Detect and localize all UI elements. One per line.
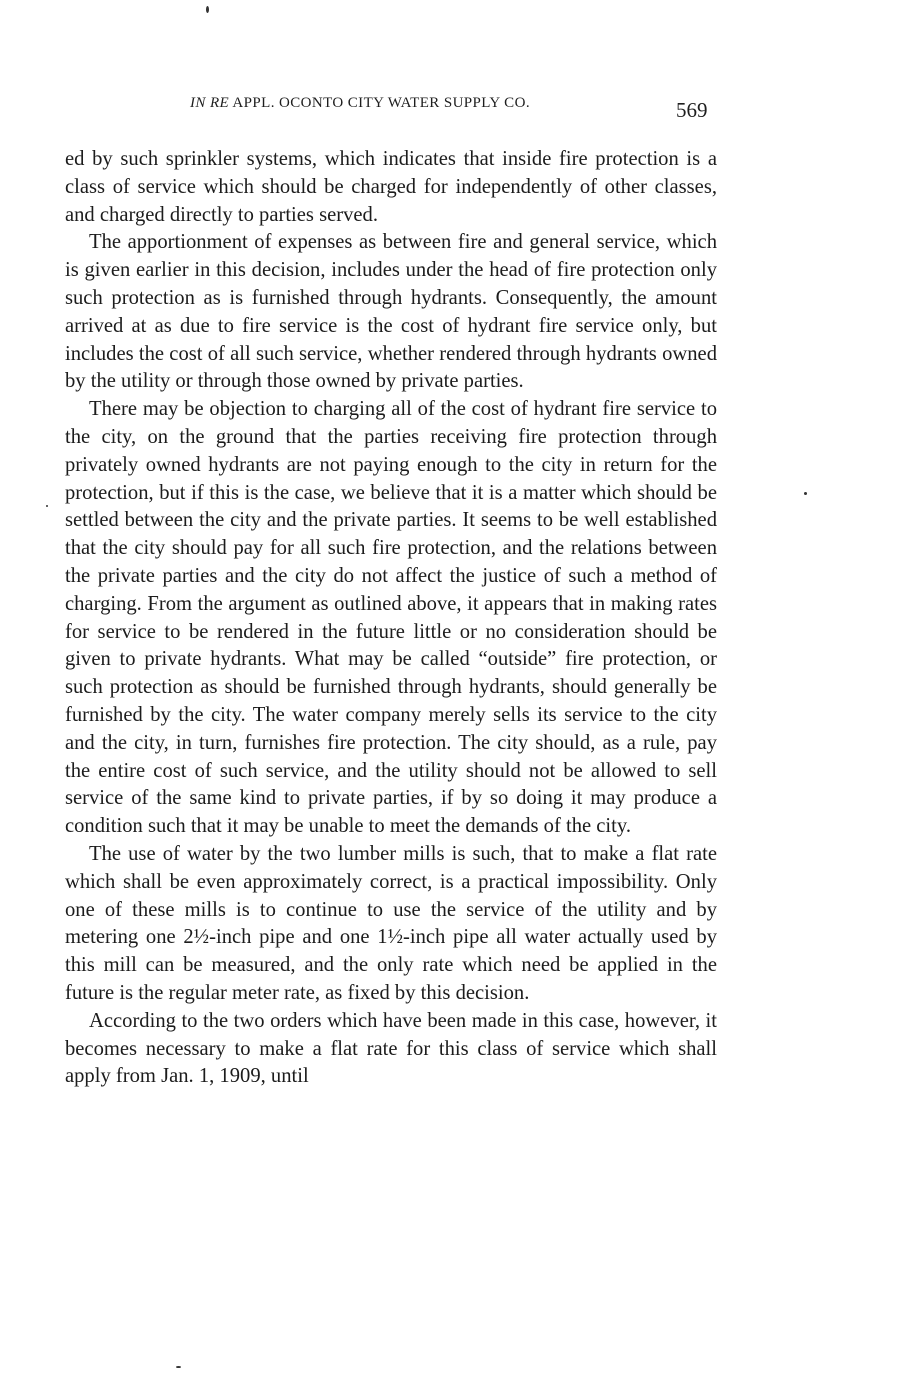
paragraph-apportionment: The apportionment of expenses as between fire and general service, which is given earlier in this decision, includes under the head of fire protection only such protection as is furnished through hydrants. Consequently, the amount arrived at as due to fire service is the cost of hydrant fire service only, but includes the cost of all such service, whether rendered through hydrants owned by the utility or through those owned by private parties. (65, 231, 717, 393)
paragraph-objection: There may be objection to charging all of the cost of hydrant fire service to the city, on the ground that the parties receiving fire protection through privately owned hydrants are not paying enough to the city in return for the protection, but if this is the case, we believe that it is a matter which should be settled between the city and the private parties. It seems to be well established that the city should pay for all such fire protection, and the relations between the private parties and the city do not affect the justice of such a method of charging. From the argument as outlined above, it appears that in making rates for service to be rendered in the future little or no consideration should be given to private hydrants. What may be called “outside” fire protection, or such protection as should be furnished through hydrants, should generally be furnished by the city. The water company merely sells its service to the city and the city, in turn, furnishes fire protection. The city should, as a rule, pay the entire cost of such service, and the utility should not be allowed to sell service of the same kind to private parties, if by so doing it may produce a condition such that it may be unable to meet the demands of the city. (65, 398, 717, 838)
scan-speck (206, 6, 209, 13)
body-text (65, 146, 717, 1091)
paragraph-lumber-mills: The use of water by the two lumber mills is such, that to make a flat rate which shall be even approximately correct, is a practical impossibility. Only one of these mills is to continue to use the service of the utility and by metering one 2½-inch pipe and one 1½-inch pipe all water actually used by this mill can be measured, and the only rate which need be applied in the future is the regular meter rate, as fixed by this decision. (65, 842, 717, 1004)
scan-speck (804, 492, 807, 495)
scan-speck (176, 1366, 181, 1368)
running-head-title: APPL. OCONTO CITY WATER SUPPLY CO. (229, 95, 530, 111)
running-head (100, 95, 620, 112)
paragraph-orders: According to the two orders which have been made in this case, however, it becomes necessary to make a flat rate for this class of service which shall apply from Jan. 1, 1909, until (65, 1009, 717, 1088)
scan-speck (46, 505, 48, 507)
page-number: 569 (676, 98, 708, 122)
running-head-italic: IN RE (190, 95, 230, 111)
paragraph-continuation: ed by such sprinkler systems, which indicates that inside fire protection is a class of service which should be charged for independently of other classes, and charged directly to parties served. (65, 148, 717, 226)
